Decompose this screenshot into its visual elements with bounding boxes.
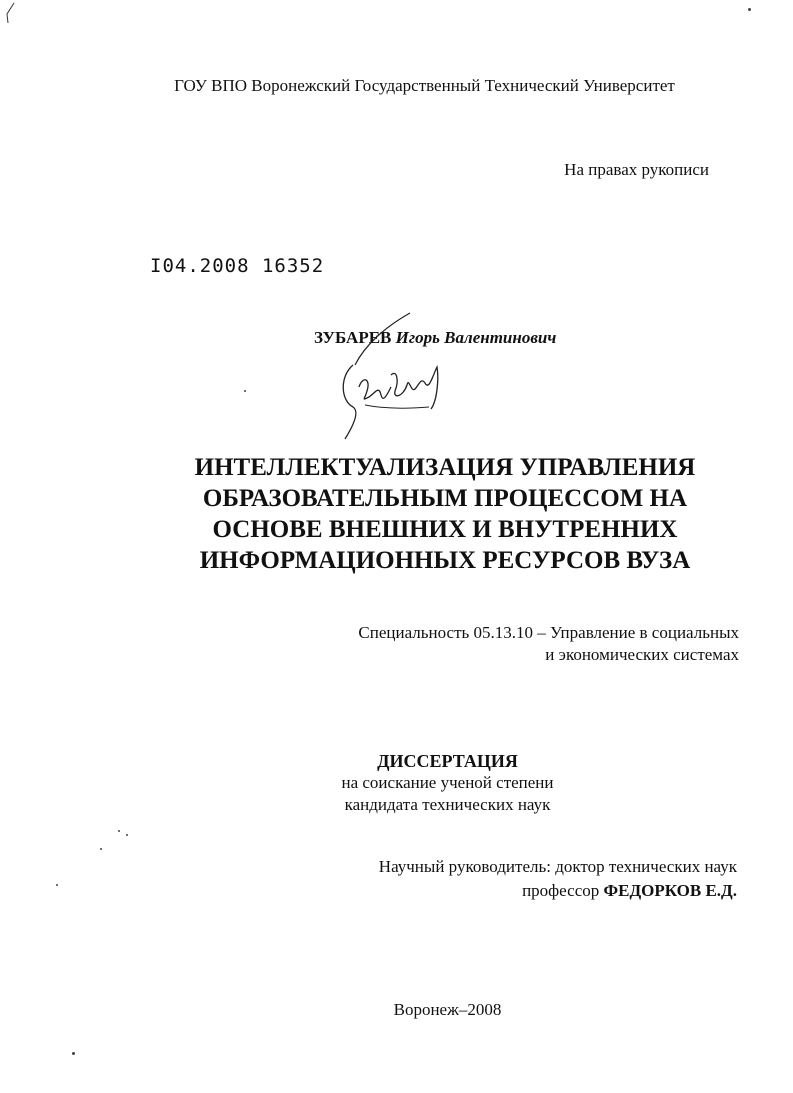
specialty-line: и экономических системах	[545, 645, 739, 664]
manuscript-note: На правах рукописи	[564, 160, 709, 179]
author-surname: ЗУБАРЕВ	[314, 328, 392, 347]
advisor-name: ФЕДОРКОВ Е.Д.	[603, 881, 737, 900]
dissertation-type-block	[0, 750, 793, 816]
catalog-number: I04.2008 16352	[150, 255, 325, 277]
specialty-line: Специальность 05.13.10 – Управление в социальных	[358, 623, 739, 642]
specialty-block	[358, 622, 739, 666]
author-given-names: Игорь Валентинович	[395, 328, 557, 347]
title-line: ИНТЕЛЛЕКТУАЛИЗАЦИЯ УПРАВЛЕНИЯ	[194, 454, 696, 481]
city-year: Воронеж–2008	[393, 1000, 502, 1019]
title-line: ИНФОРМАЦИОННЫХ РЕСУРСОВ ВУЗА	[199, 547, 691, 574]
document-type: ДИССЕРТАЦИЯ	[377, 751, 518, 771]
scan-speck	[126, 834, 128, 836]
degree-line: кандидата технических наук	[344, 795, 551, 814]
title-line: ОСНОВЕ ВНЕШНИХ И ВНУТРЕННИХ	[212, 516, 678, 543]
advisor-name-line	[379, 879, 737, 903]
scan-speck	[56, 884, 58, 886]
scan-speck	[748, 8, 751, 11]
institution-name: ГОУ ВПО Воронежский Государственный Технический Университет	[174, 76, 675, 95]
advisor-line: Научный руководитель: доктор технических наук	[378, 857, 737, 876]
handwritten-signature	[325, 305, 455, 445]
scan-mark-top-left	[4, 2, 16, 24]
degree-line: на соискание ученой степени	[341, 773, 554, 792]
title-line: ОБРАЗОВАТЕЛЬНЫМ ПРОЦЕССОМ НА	[202, 485, 688, 512]
scan-speck	[118, 830, 120, 832]
advisor-block	[379, 855, 737, 903]
dissertation-title	[150, 452, 740, 576]
advisor-rank: профессор	[522, 881, 600, 900]
scan-speck	[244, 390, 246, 392]
scan-speck	[100, 848, 102, 850]
scan-speck	[72, 1052, 75, 1055]
